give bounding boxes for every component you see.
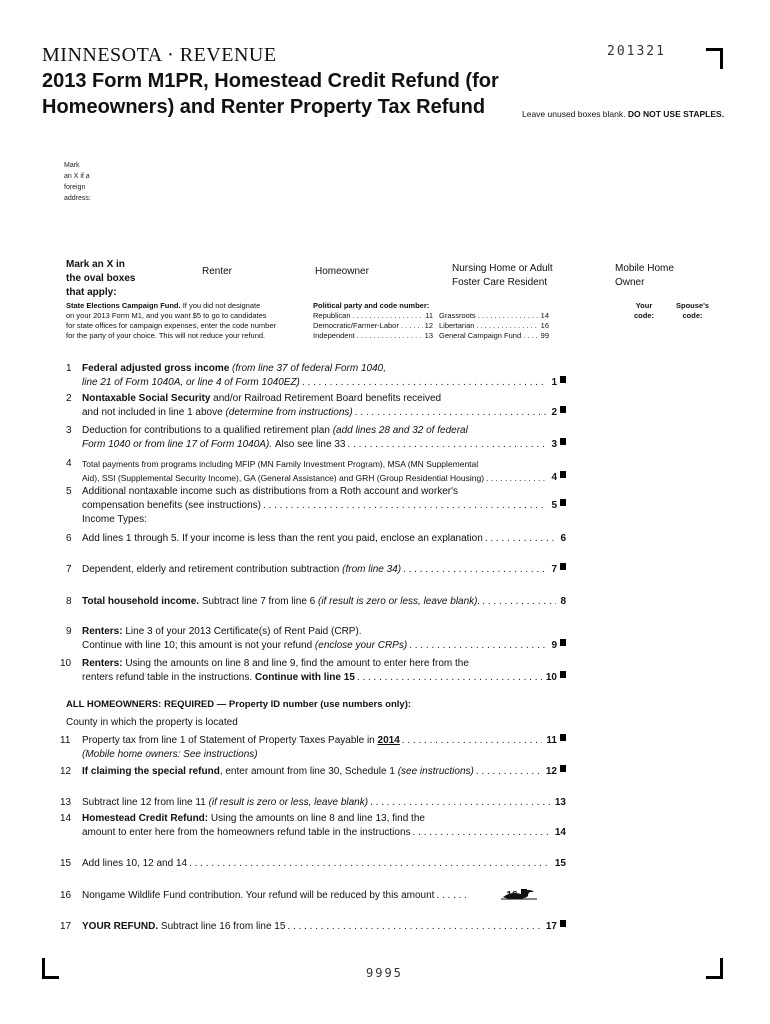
loon-icon bbox=[501, 885, 537, 901]
line-7[interactable]: 7 Dependent, elderly and retirement contribution subtraction (from line 34) . . . 7 bbox=[66, 563, 566, 577]
page-title: 2013 Form M1PR, Homestead Credit Refund (for Homeowners) and Renter Property Tax Refund bbox=[42, 70, 499, 118]
party-code-list: Political party and code number: Republican . . . 11 Democratic/Farmer-Labor . . . 12 Independent . . . 13 Grassroots . . . 14 Libertarian . . . 16 General Campaign Fund . . . 99 bbox=[313, 301, 553, 341]
oval-instructions: Mark an X in the oval boxes that apply: bbox=[66, 259, 136, 298]
line-16[interactable]: 16 Nongame Wildlife Fund contribution. Your refund will be reduced by this amount . . . bbox=[66, 889, 566, 903]
line-8[interactable]: 8 Total household income. Subtract line 7 from line 6 (if result is zero or less, leave blank). . . . 8 bbox=[66, 595, 566, 609]
county-label: County in which the property is located bbox=[66, 717, 238, 728]
line-13[interactable]: 13 Subtract line 12 from line 11 (if result is zero or less, leave blank) . . . 13 bbox=[66, 796, 566, 810]
nursing-home-option[interactable]: Nursing Home or Adult Foster Care Resident bbox=[452, 263, 553, 288]
homeowner-option[interactable]: Homeowner bbox=[315, 266, 369, 277]
form-code: 201321 bbox=[607, 44, 666, 59]
foreign-address-label: Mark an X if a foreign address: bbox=[64, 162, 91, 202]
homeowners-heading: ALL HOMEOWNERS: REQUIRED — Property ID number (use numbers only): bbox=[66, 699, 412, 710]
line-12[interactable]: 12 If claiming the special refund , enter amount from line 30, Schedule 1 (see instructions) . . . 12 bbox=[66, 765, 566, 779]
line-10[interactable]: 10 Renters: Using the amounts on line 8 and line 9, find the amount to enter here from the renters refund table in the instructions. Continue with line 15 . . . 10 bbox=[66, 657, 566, 685]
line-4[interactable]: 4 Total payments from programs including MFIP (MN Family Investment Program), MSA (MN Supplemental Aid), SSI (Supplemental Security Income), GA (General Assistance) and GRH (Group Residential Housing) . . . 4 bbox=[66, 457, 566, 485]
line-11[interactable]: 11 Property tax from line 1 of Statement of Property Taxes Payable in 2014 . . . 11 (Mobile home owners: See instructions) bbox=[66, 734, 566, 762]
line-1[interactable]: 1 Federal adjusted gross income (from line 37 of federal Form 1040, line 21 of Form 1040A, or line 4 of Form 1040EZ) . . . 1 bbox=[66, 362, 566, 390]
line-9[interactable]: 9 Renters: Line 3 of your 2013 Certificate(s) of Rent Paid (CRP). Continue with line 10; this amount is not your refund (enclose your CRPs) . . . 9 bbox=[66, 625, 566, 653]
line-2[interactable]: 2 Nontaxable Social Security and/or Railroad Retirement Board benefits received and not included in line 1 above (determine from instructions) . . . 2 bbox=[66, 392, 566, 420]
brand-logo: MINNESOTA · REVENUE bbox=[42, 44, 277, 66]
renter-option[interactable]: Renter bbox=[202, 266, 233, 277]
staple-note: Leave unused boxes blank. DO NOT USE STAPLES. bbox=[522, 109, 725, 119]
income-types-label: Income Types: bbox=[82, 514, 147, 525]
corner-mark bbox=[706, 48, 723, 69]
footer-code: 9995 bbox=[366, 966, 403, 980]
corner-mark bbox=[706, 958, 723, 979]
spouse-code-field[interactable]: Spouse's code: bbox=[676, 301, 710, 320]
line-15[interactable]: 15 Add lines 10, 12 and 14 . . . 15 bbox=[66, 857, 566, 871]
your-code-field[interactable]: Your code: bbox=[634, 301, 655, 320]
campaign-fund-text: State Elections Campaign Fund. If you did not designate on your 2013 Form M1, and you want $5 to go to candidates for state offices for campaign expenses, enter the code number for the party of your choice. This will not reduce your refund. bbox=[66, 301, 276, 340]
line-17[interactable]: 17 YOUR REFUND. Subtract line 16 from line 15 . . . 17 bbox=[66, 920, 566, 934]
line-14[interactable]: 14 Homestead Credit Refund: Using the amounts on line 8 and line 13, find the amount to enter here from the homeowners refund table in the instructions . . . 14 bbox=[66, 812, 566, 840]
line-5[interactable]: 5 Additional nontaxable income such as distributions from a Roth account and worker's compensation benefits (see instructions) . . . 5 Income Types: bbox=[66, 485, 566, 527]
line-3[interactable]: 3 Deduction for contributions to a qualified retirement plan (add lines 28 and 32 of federal Form 1040 or from line 17 of Form 1040A). Also see line 33 . . . 3 bbox=[66, 424, 566, 452]
mobile-home-option[interactable]: Mobile Home Owner bbox=[615, 263, 674, 288]
corner-mark bbox=[42, 958, 59, 979]
line-6[interactable]: 6 Add lines 1 through 5. If your income is less than the rent you paid, enclose an explanation . . . 6 bbox=[66, 532, 566, 546]
